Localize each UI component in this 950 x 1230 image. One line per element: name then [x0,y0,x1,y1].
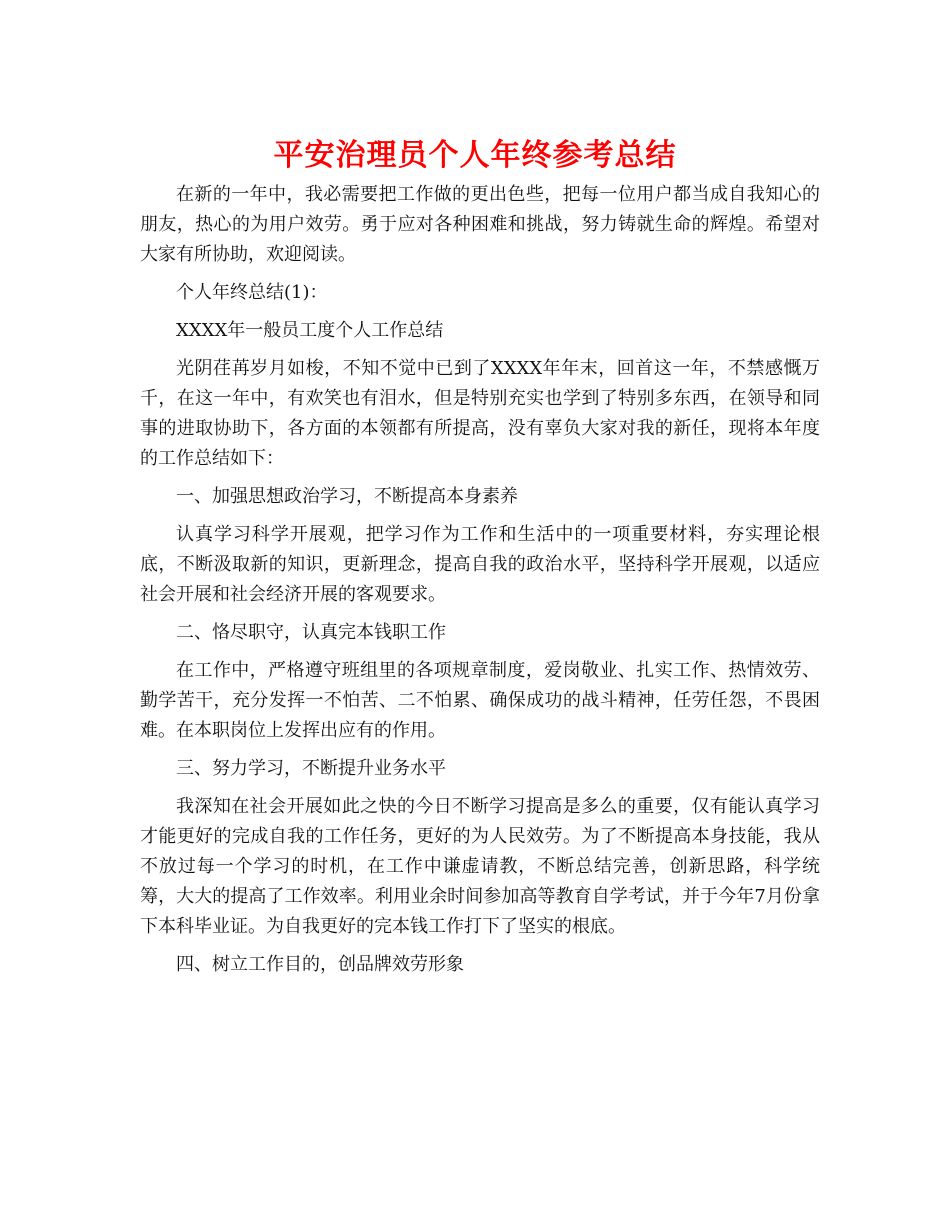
body-paragraph: 在工作中，严格遵守班组里的各项规章制度，爱岗敬业、扎实工作、热情效劳、勤学苦干，充分发挥一不怕苦、二不怕累、确保成功的战斗精神，任劳任怨，不畏困难。在本职岗位上发挥出应有的作用。 [140,660,820,741]
intro-paragraph: 在新的一年中，我必需要把工作做的更出色些，把每一位用户都当成自我知心的朋友，热心的为用户效劳。勇于应对各种困难和挑战，努力铸就生命的辉煌。希望对大家有所协助，欢迎阅读。 [140,184,820,265]
document-body [140,180,820,988]
section-heading-2: 二、恪尽职守，认真完本钱职工作 [176,622,446,643]
body-paragraph: 光阴荏苒岁月如梭，不知不觉中已到了XXXX年年末，回首这一年，不禁感慨万千，在这一年中，有欢笑也有泪水，但是特别充实也学到了特别多东西，在领导和同事的进取协助下，各方面的本领都有所提高，没有辜负大家对我的新任，现将本年度的工作总结如下： [140,358,820,469]
section-label: 个人年终总结(1)： [176,282,328,303]
section-heading-4: 四、树立工作目的，创品牌效劳形象 [176,954,464,975]
section-heading-3: 三、努力学习，不断提升业务水平 [176,758,446,779]
body-paragraph: 认真学习科学开展观，把学习作为工作和生活中的一项重要材料，夯实理论根底，不断汲取新的知识，更新理念，提高自我的政治水平，坚持科学开展观，以适应社会开展和社会经济开展的客观要求。 [140,524,820,605]
body-paragraph: 我深知在社会开展如此之快的今日不断学习提高是多么的重要，仅有能认真学习才能更好的完成自我的工作任务，更好的为人民效劳。为了不断提高本身技能，我从不放过每一个学习的时机，在工作中谦虚请教，不断总结完善，创新思路，科学统筹，大大的提高了工作效率。利用业余时间参加高等教育自学考试，并于今年7月份拿下本科毕业证。为自我更好的完本钱工作打下了坚实的根底。 [140,796,820,937]
subtitle: XXXX年一般员工度个人工作总结 [176,320,444,341]
section-heading-1: 一、加强思想政治学习，不断提高本身素养 [176,486,518,507]
document-title: 平安治理员个人年终参考总结 [273,138,677,173]
